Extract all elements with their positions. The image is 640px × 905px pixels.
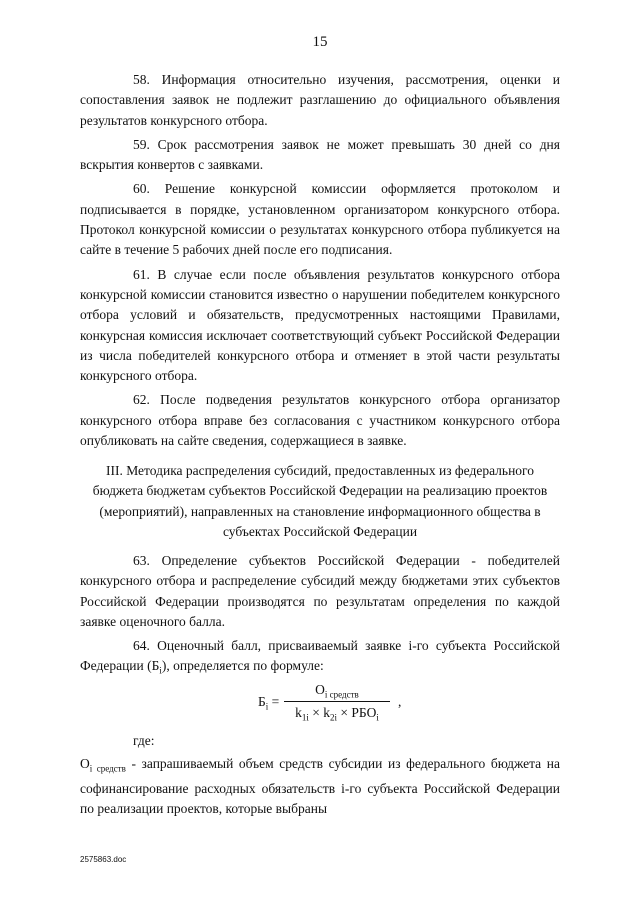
score-formula <box>258 680 428 726</box>
formula-fraction <box>284 680 390 723</box>
formula-fraction-bar <box>284 701 390 702</box>
definition-block <box>80 754 560 824</box>
paragraphs-bottom <box>80 551 560 681</box>
paragraph-63: 63. Определение субъектов Российской Федерации - победителей конкурсного отбора и распределение субсидий между бюджетами этих субъектов Российской Федерации производятся по результатам определения по каждой заявке оценочного балла. <box>80 553 560 629</box>
paragraph-64-sub: i <box>159 666 162 677</box>
formula-k2: k <box>323 705 331 720</box>
page-number: 15 <box>312 34 328 50</box>
definition-symbol-sub: i средств <box>89 763 126 774</box>
formula-rbo-sub: i <box>376 712 379 723</box>
formula-k1: k <box>295 705 302 720</box>
formula-denominator <box>284 703 390 723</box>
paragraph-64-text-b: ), определяется по формуле: <box>161 658 324 674</box>
formula-lhs-symbol: Б <box>258 694 266 709</box>
formula-lhs <box>258 694 279 712</box>
paragraph-64 <box>80 636 560 681</box>
formula-times-1: × <box>308 705 324 720</box>
formula-comma: , <box>398 694 402 709</box>
section-heading: III. Методика распределения субсидий, предоставленных из федерального бюджета бюджетам субъектов Российской Федерации на реализацию проектов (мероприятий), направленных на становление информационного общества в субъектах Российской Федерации <box>92 463 548 539</box>
paragraph-59: 59. Срок рассмотрения заявок не может превышать 30 дней со дня вскрытия конвертов с заявками. <box>80 136 560 173</box>
formula-num-symbol: О <box>315 682 325 697</box>
paragraph-64-text-a: 64. Оценочный балл, присваиваемый заявке i-го субъекта Российской Федерации (Б <box>80 638 560 674</box>
formula-num-sub: i средств <box>324 689 359 700</box>
paragraph-62: 62. После подведения результатов конкурсного отбора организатор конкурсного отбора вправе без согласования с участником конкурсного отбора опубликовать на сайте сведения, содержащиеся в заявке. <box>80 392 560 449</box>
definition-text: - запрашиваемый объем средств субсидии из федерального бюджета на софинансирование расходных обязательств i-го субъекта Российской Федерации по реализации проектов, которые выбраны <box>80 756 560 817</box>
formula-numerator <box>284 680 390 700</box>
formula-times-2: × <box>337 705 352 720</box>
where-label: где: <box>133 733 155 748</box>
formula-lhs-sub: i <box>265 701 269 712</box>
formula-rbo: РБО <box>351 705 377 720</box>
definition-paragraph <box>80 754 560 820</box>
paragraph-61: 61. В случае если после объявления результатов конкурсного отбора конкурсной комиссии становится известно о нарушении победителем конкурсного отбора условий и обязательств, предусмотренных настоящими Правилами, конкурсная комиссия исключает соответствующий субъект Российской Федерации из числа победителей конкурсного отбора и отменяет в этой части результаты конкурсного отбора. <box>80 266 560 384</box>
paragraph-60: 60. Решение конкурсной комиссии оформляется протоколом и подписывается в порядке, установленном организатором конкурсного отбора. Протокол конкурсной комиссии о результатах конкурсного отбора публикуется на сайте в течение 5 рабочих дней после его подписания. <box>80 181 560 258</box>
definition-symbol: О <box>80 756 90 771</box>
formula-k1-sub: 1i <box>301 712 309 723</box>
paragraph-58: 58. Информация относительно изучения, рассмотрения, оценки и сопоставления заявок не подлежит разглашению до официального объявления результатов конкурсного отбора. <box>80 72 560 128</box>
formula-k2-sub: 2i <box>330 712 338 723</box>
paragraphs-top <box>80 70 560 451</box>
file-name-footer: 2575863.doc <box>80 855 127 864</box>
formula-equals: = <box>268 694 280 709</box>
